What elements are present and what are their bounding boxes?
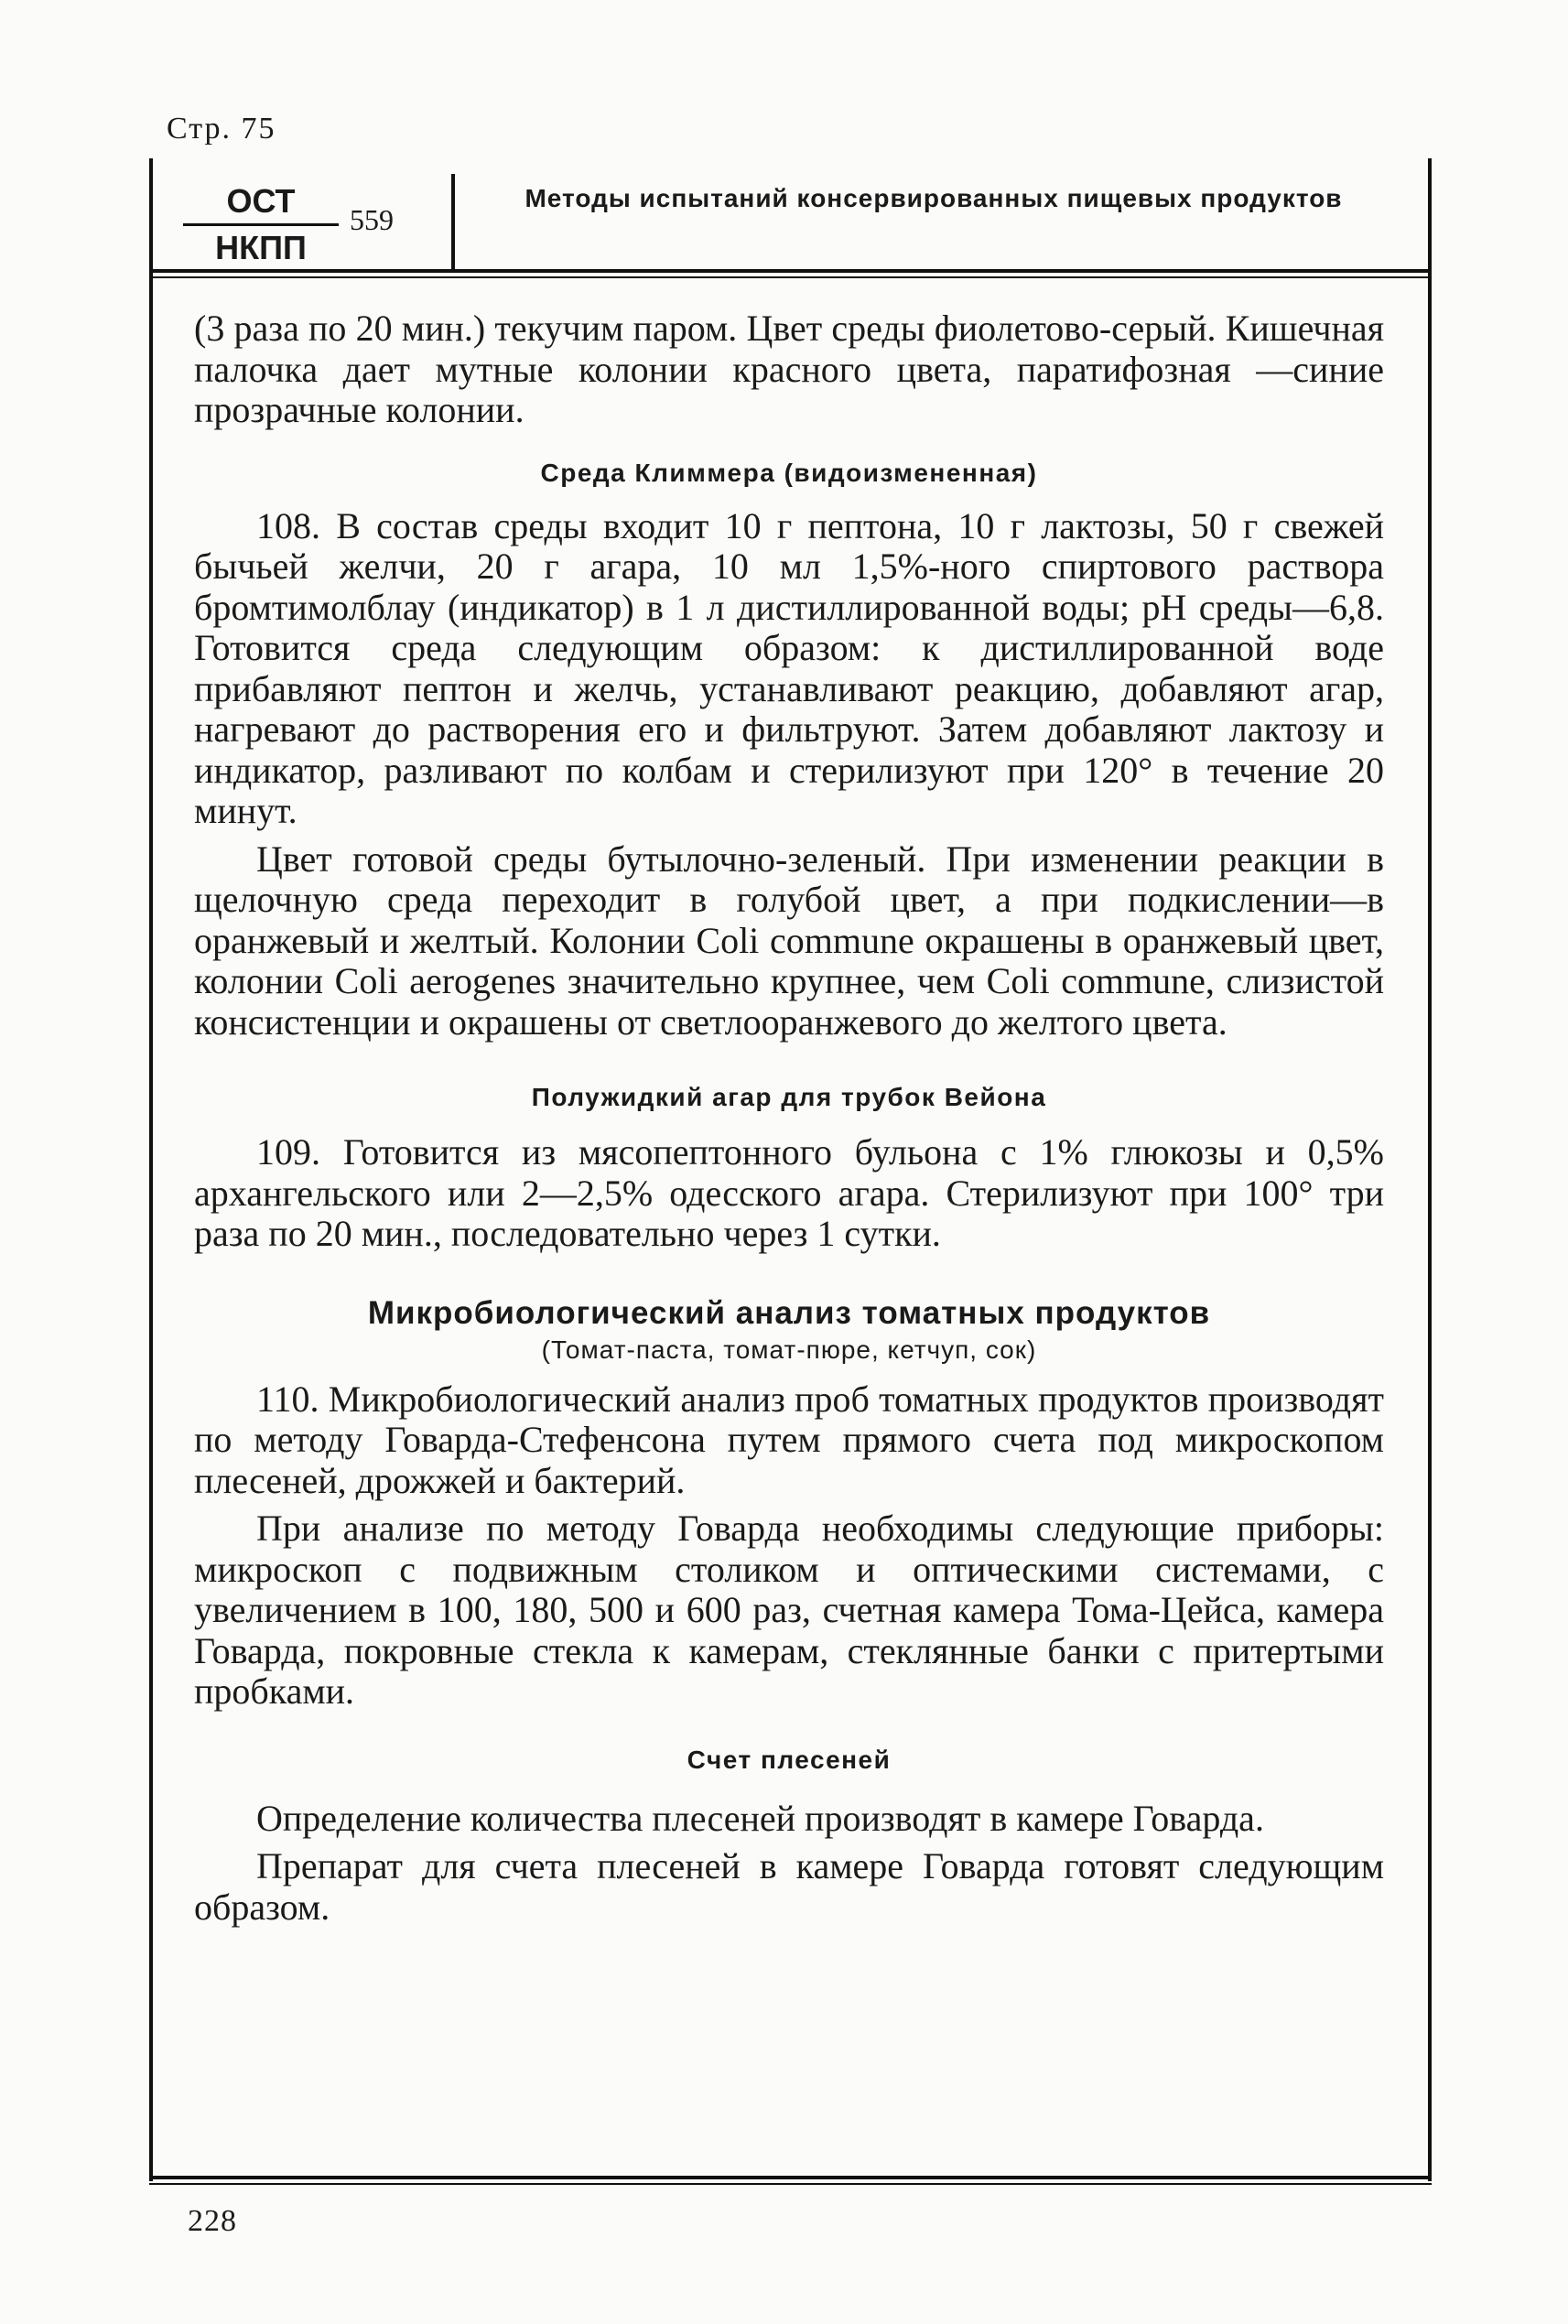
standard-number: 559 (350, 203, 394, 236)
header-rule-thin (149, 276, 1432, 278)
section-title-veillon-agar: Полужидкий агар для трубок Вейона (531, 1083, 1047, 1111)
paragraph-108-color: Цвет готовой среды бутылочно-зеленый. При изменении реакции в щелочную среда переходит в голубой цвет, а при подкислении—в оранжевый и желтый. Колонии Coli commune окрашены в оранжевый цвет, колонии Coli aerogenes значительно крупнее, чем Coli commune, слизистой консистенции и окрашены от светлооранжевого до желтого цвета. (194, 838, 1384, 1043)
header-title: Методы испытаний консервированных пищевых продуктов (524, 184, 1343, 212)
paragraph-110: 110. Микробиологический анализ проб томатных продуктов производят по методу Говарда-Стефенсона путем прямого счета под микроскопом плесеней, дрожжей и бактерий. (194, 1378, 1384, 1501)
paragraph-mold-determination: Определение количества плесеней производят в камере Говарда. (256, 1797, 1264, 1839)
page-body (194, 308, 1384, 1928)
standard-code (183, 179, 339, 270)
page-label: Стр. 75 (167, 112, 276, 146)
paragraph-preparation: Препарат для счета плесеней в камере Говарда готовят следующим образом. (194, 1845, 1384, 1928)
frame-bottom-rule (149, 2176, 1432, 2179)
header-divider (451, 174, 455, 269)
section-title-tomato-analysis: Микробиологический анализ томатных продуктов (367, 1294, 1211, 1331)
page-number: 228 (188, 2204, 237, 2238)
section-title-mold-count: Счет плесеней (687, 1745, 892, 1774)
section-subtitle-tomato-products: (Томат-паста, томат-пюре, кетчуп, сок) (541, 1335, 1037, 1364)
paragraph-108: 108. В состав среды входит 10 г пептона, 10 г лактозы, 50 г свежей бычьей желчи, 20 г агара, 10 мл 1,5%-ного спиртового раствора бромтимолблау (индикатор) в 1 л дистиллированной воды; pH среды—6,8. Готовится среда следующим образом: к дистиллированной воде прибавляют пептон и желчь, устанавливают реакцию, добавляют агар, нагревают до растворения его и фильтруют. Затем добавляют лактозу и индикатор, разливают по колбам и стерилизуют при 120° в течение 20 минут. (194, 504, 1384, 831)
header-rule (149, 269, 1432, 273)
paragraph-continued: (3 раза по 20 мин.) текучим паром. Цвет среды фиолетово-серый. Кишечная палочка дает мутные колонии красного цвета, паратифозная —синие прозрачные колонии. (194, 308, 1384, 430)
standard-code-top: ОСТ (183, 179, 339, 226)
paragraph-109: 109. Готовится из мясопептонного бульона с 1% глюкозы и 0,5% архангельского или 2—2,5% одесского агара. Стерилизуют при 100° три раза по 20 мин., последовательно через 1 сутки. (194, 1131, 1384, 1254)
frame-bottom-rule-thin (149, 2183, 1432, 2185)
paragraph-110-instruments: При анализе по методу Говарда необходимы следующие приборы: микроскоп с подвижным столиком и оптическими системами, с увеличением в 100, 180, 500 и 600 раз, счетная камера Тома-Цейса, камера Говарда, покровные стекла к камерам, стеклянные банки с притертыми пробками. (194, 1508, 1384, 1712)
standard-code-bottom: НКПП (215, 229, 307, 266)
section-title-klimmer: Среда Климмера (видоизмененная) (540, 458, 1038, 487)
